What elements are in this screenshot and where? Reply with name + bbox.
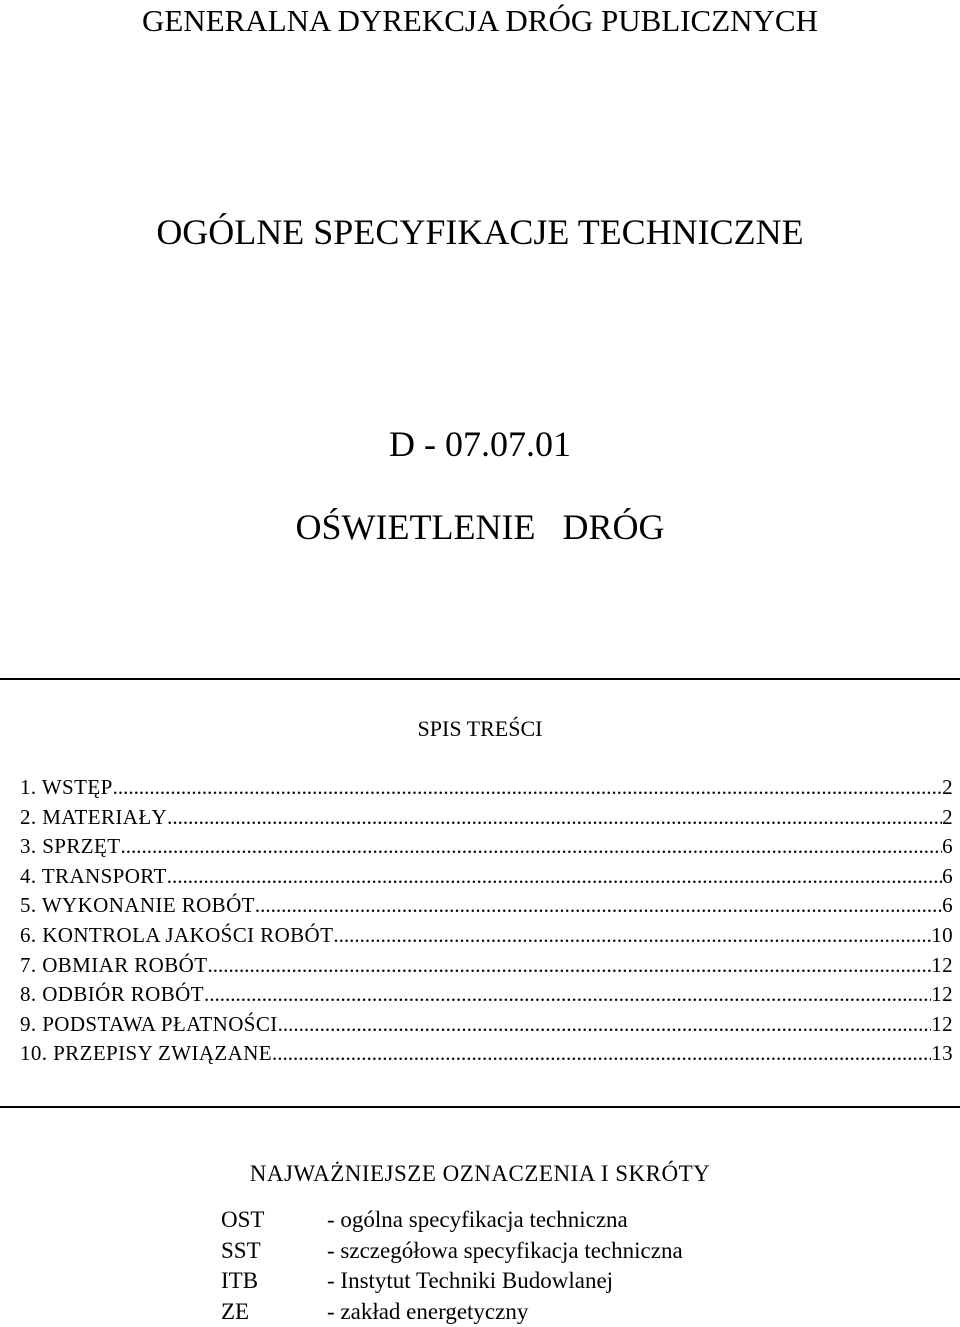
abbreviation-meaning: - ogólna specyfikacja techniczna (327, 1205, 628, 1236)
toc-leader-dots (113, 773, 942, 803)
abbreviation-code: ITB (221, 1266, 327, 1297)
toc-item-page: 12 (931, 951, 953, 981)
spec-name: OŚWIETLENIE DRÓG (0, 506, 960, 548)
toc-leader-dots (272, 1039, 931, 1069)
toc-item-label: 2. MATERIAŁY (20, 803, 167, 833)
toc-item-page: 6 (942, 862, 953, 892)
abbreviations-heading: NAJWAŻNIEJSZE OZNACZENIA I SKRÓTY (0, 1160, 960, 1188)
spec-code: D - 07.07.01 (0, 423, 960, 465)
abbreviation-row (221, 1236, 683, 1267)
abbreviation-code: OST (221, 1205, 327, 1236)
toc-leader-dots (255, 891, 942, 921)
toc-item[interactable] (20, 980, 953, 1010)
abbreviation-row (221, 1297, 683, 1327)
toc-item-page: 2 (942, 803, 953, 833)
toc-item-label: 4. TRANSPORT (20, 862, 167, 892)
toc-item-page: 6 (942, 891, 953, 921)
toc-item-page: 13 (931, 1039, 953, 1069)
organization-name: GENERALNA DYREKCJA DRÓG PUBLICZNYCH (0, 3, 960, 39)
toc-item-label: 9. PODSTAWA PŁATNOŚCI (20, 1010, 278, 1040)
toc-item-page: 2 (942, 773, 953, 803)
abbreviation-row (221, 1266, 683, 1297)
abbreviation-row (221, 1205, 683, 1236)
toc-leader-dots (167, 862, 942, 892)
toc-item[interactable] (20, 1039, 953, 1069)
spec-title: OGÓLNE SPECYFIKACJE TECHNICZNE (0, 212, 960, 252)
toc-item-label: 3. SPRZĘT (20, 832, 120, 862)
toc-item-label: 1. WSTĘP (20, 773, 113, 803)
toc-item[interactable] (20, 773, 953, 803)
toc-item-page: 12 (931, 1010, 953, 1040)
toc-item[interactable] (20, 803, 953, 833)
toc-leader-dots (333, 921, 931, 951)
toc-item[interactable] (20, 1010, 953, 1040)
abbreviation-meaning: - Instytut Techniki Budowlanej (327, 1266, 613, 1297)
toc-item[interactable] (20, 951, 953, 981)
toc-item-label: 6. KONTROLA JAKOŚCI ROBÓT (20, 921, 333, 951)
toc-heading: SPIS TREŚCI (0, 716, 960, 742)
toc-item-label: 8. ODBIÓR ROBÓT (20, 980, 204, 1010)
toc-leader-dots (278, 1010, 932, 1040)
toc-item-page: 6 (942, 832, 953, 862)
toc-leader-dots (207, 951, 931, 981)
toc-leader-dots (120, 832, 942, 862)
toc-item-label: 5. WYKONANIE ROBÓT (20, 891, 255, 921)
toc-item-label: 10. PRZEPISY ZWIĄZANE (20, 1039, 272, 1069)
toc-item-label: 7. OBMIAR ROBÓT (20, 951, 207, 981)
toc-leader-dots (204, 980, 931, 1010)
abbreviation-meaning: - szczegółowa specyfikacja techniczna (327, 1236, 683, 1267)
toc-leader-dots (167, 803, 942, 833)
top-divider (0, 678, 960, 680)
toc-item[interactable] (20, 832, 953, 862)
table-of-contents (20, 773, 953, 1069)
toc-item[interactable] (20, 862, 953, 892)
toc-item-page: 10 (931, 921, 953, 951)
abbreviation-meaning: - zakład energetyczny (327, 1297, 528, 1327)
bottom-divider (0, 1106, 960, 1108)
toc-item[interactable] (20, 891, 953, 921)
abbreviation-code: ZE (221, 1297, 327, 1327)
abbreviations-list (221, 1205, 683, 1327)
toc-item-page: 12 (931, 980, 953, 1010)
abbreviation-code: SST (221, 1236, 327, 1267)
toc-item[interactable] (20, 921, 953, 951)
